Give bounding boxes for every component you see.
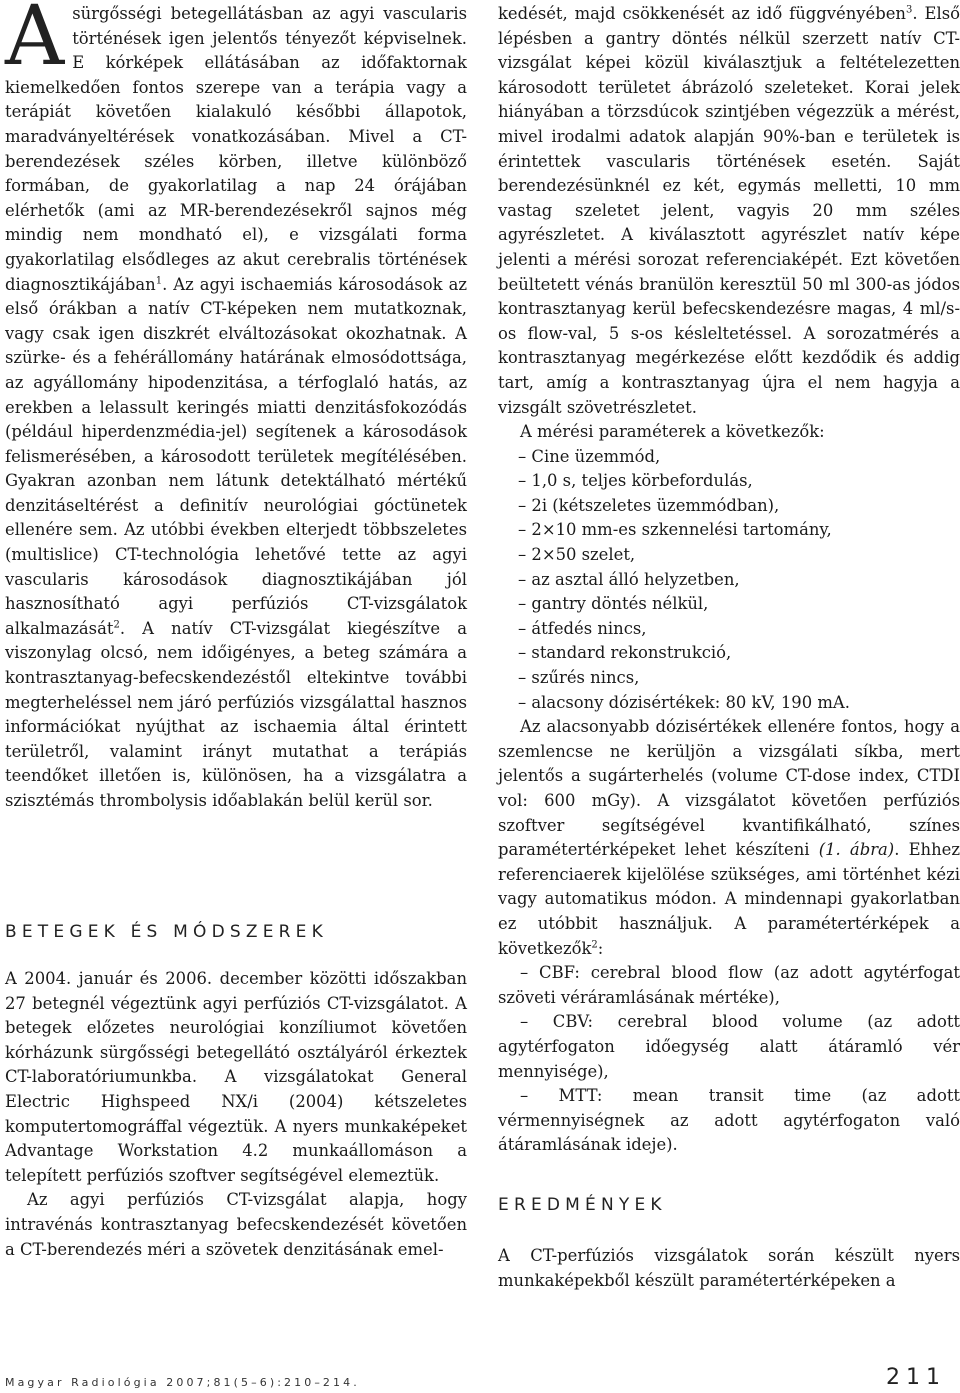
definition-item: – MTT: mean transit time (az adott vérmennyiségnek az adott agytérfogaton való átáramlásának ideje). <box>498 1086 960 1155</box>
definition-item: – CBV: cerebral blood volume (az adott agytérfogaton időegység alatt átáramló vér mennyisége), <box>498 1012 960 1081</box>
intro-text: sürgősségi betegellátásban az agyi vascularis történések igen jelentős tényezőt képviselnek. E kórképek ellátásában az időfaktornak kiemelkedően fontos szerepe van a terápia vagy a terápiát követően kialakuló későbbi állapotok, maradványeltérések vonatkozásában. Mivel a CT-berendezések széles körben, illetve különböző formában, de gyakorlatilag a nap 24 órájában elérhetők (ami az MR-berendezésekről sajnos még mindig nem mondható el), e vizsgálati forma gyakorlatilag elsődleges az akut cerebralis történések diagnosztikájában <box>5 4 467 294</box>
intro-text-cont: . A natív CT-vizsgálat kiegészítve a viszonylag olcsó, nem időigényes, a beteg számára a kontrasztanyag-befecskendezéstől eltekintve további megterheléssel nem járó perfúziós vizsgálattal hasznos információkat nyújthat az ischaemia által érintett területről, valamint irányt mutathat a terápiás teendőket illetően is, különösen, ha a vizsgálatra a szisztémás thrombolysis időablakán belül kerül sor. <box>5 618 467 810</box>
list-item: – gantry döntés nélkül, <box>518 594 709 614</box>
list-item: – 1,0 s, teljes körbefordulás, <box>518 471 753 491</box>
methods-paragraph: A 2004. január és 2006. december közötti időszakban 27 betegnél végeztünk agyi perfúziós CT-vizsgálatot. A betegek előzetes neurológiai konzíliumot követően kórházunk sürgősségi betegellátó osztályáról érkeztek CT-laboratóriumunkba. A vizsgálatokat General Electric Highspeed NX/i (2004) kétszeletes komputertomográffal végeztük. A nyers munkaképeket Advantage Workstation 4.2 munkaállomáson a telepített perfúziós szoftver segítségével elemeztük. <box>5 969 467 1185</box>
paragraph-text: kedését, majd csökkenését az idő függvényében <box>498 4 906 23</box>
intro-section <box>5 2 467 814</box>
section-title-results <box>498 1195 667 1215</box>
list-item: – Cine üzemmód, <box>518 446 661 466</box>
citation-ref: 3 <box>906 4 913 16</box>
citation-ref: 2 <box>591 939 598 951</box>
list-item: – az asztal álló helyzetben, <box>518 569 740 589</box>
results-section <box>498 1244 960 1293</box>
methods-paragraph <box>498 715 960 961</box>
methods-continued <box>498 2 960 1158</box>
methods-paragraph: Az agyi perfúziós CT-vizsgálat alapja, hogy intravénás kontrasztanyag befecskendezését követően a CT-berendezés méri a szövetek denzitásának emel- <box>5 1190 467 1259</box>
list-item: – standard rekonstrukció, <box>518 643 732 663</box>
params-intro: A mérési paraméterek a következők: <box>520 422 825 442</box>
paragraph-text: . Első lépésben a gantry döntés nélkül szerzett natív CT-vizsgálat képei közül kiválasztjuk a feltételezetten károsodott területet ábrázoló szeleteket. Korai jelek hiányában a törzsdúcok szintjében végezzük a mérést, mivel irodalmi adatok alapján 90%-ban e területek is érintettek vascularis történések esetén. Saját berendezésünknél ez két, egymás melletti, 10 mm vastag szeletet jelent, vagyis 20 mm széles agyrészletet. A kiválasztott agyrészlet natív képe jelenti a mérési sorozat referenciaképét. Ezt követően beültetett vénás branülön keresztül 50 ml 300-as jódos kontrasztanyag kerül befecskendezésre magas, 4 ml/s-os flow-val, 5 s-os késleltetéssel. A sorozatmérés a kontrasztanyag megérkezése előtt kezdődik és addig tart, amíg a kontrasztanyag újra el nem hagyja a vizsgált szövetrészletet. <box>498 4 960 417</box>
list-item: – szűrés nincs, <box>518 668 640 688</box>
methods-section <box>5 967 467 1262</box>
paragraph-text: : <box>597 938 604 958</box>
section-title-text: BETEGEK ÉS MÓDSZEREK <box>5 922 328 942</box>
list-item: – átfedés nincs, <box>518 618 647 638</box>
drop-cap: A <box>5 0 65 84</box>
figure-ref: (1. ábra) <box>818 840 895 860</box>
definition-item: – CBF: cerebral blood flow (az adott agytérfogat szöveti véráramlásának mértéke), <box>498 963 960 1007</box>
citation-ref: 2 <box>113 619 120 631</box>
paragraph-text: Az alacsonyabb dózisértékek ellenére fontos, hogy a szemlencse ne kerüljön a vizsgálati síkba, mert jelentős a sugárterhelés (volume CT-dose index, CTDI vol: 600 mGy). A vizsgálatot követően perfúziós szoftver segítségével kvantifikálható, színes paramétertérképeket lehet készíteni <box>498 717 960 860</box>
paragraph-text: . Ehhez referenciaerek kijelölése szükséges, ami történhet kézi vagy automatikus módon. A mindennapi gyakorlatban ez utóbbit használjuk. A paramétertérképek a következők <box>498 840 960 958</box>
list-item: – 2i (kétszeletes üzemmódban), <box>518 495 780 515</box>
list-item: – alacsony dózisértékek: 80 kV, 190 mA. <box>518 692 850 712</box>
results-paragraph: A CT-perfúziós vizsgálatok során készült nyers munkaképekből készült paramétertérképeken a <box>498 1246 960 1290</box>
intro-text-cont: . Az agyi ischaemiás károsodások az első órákban a natív CT-képeken nem mutatkoznak, vagy csak igen diszkrét elváltozásokat okozhatnak. A szürke- és a fehérállomány határának elmosódottsága, az agyállomány hipodenzitása, a térfoglaló hatás, az erekben a lelassult keringés miatti denzitásfokozódás (például hiperdenzmédia-jel) segítenek a károsodások felismerésében, a károsodott területek megítélésében. Gyakran azonban nem látunk detektálható mértékű denzitáseltérést a definitív neurológiai góctünetek ellenére sem. Az utóbbi években elterjedt többszeletes (multislice) CT-technológia lehetővé tette az agyi vascularis károsodások diagnosztikájában jól hasznosítható agyi perfúziós CT-vizsgálatok alkalmazását <box>5 274 467 638</box>
intro-paragraph <box>5 2 467 814</box>
methods-paragraph <box>498 2 960 420</box>
section-title-text: EREDMÉNYEK <box>498 1195 667 1215</box>
citation-ref: 1 <box>155 275 163 287</box>
list-item: – 2×10 mm-es szkennelési tartomány, <box>518 520 832 540</box>
list-item: – 2×50 szelet, <box>518 545 636 565</box>
page-number: 211 <box>886 1365 946 1390</box>
section-title-methods <box>5 922 328 942</box>
journal-citation: Magyar Radiológia 2007;81(5–6):210–214. <box>5 1376 360 1389</box>
parameter-list <box>498 445 960 716</box>
